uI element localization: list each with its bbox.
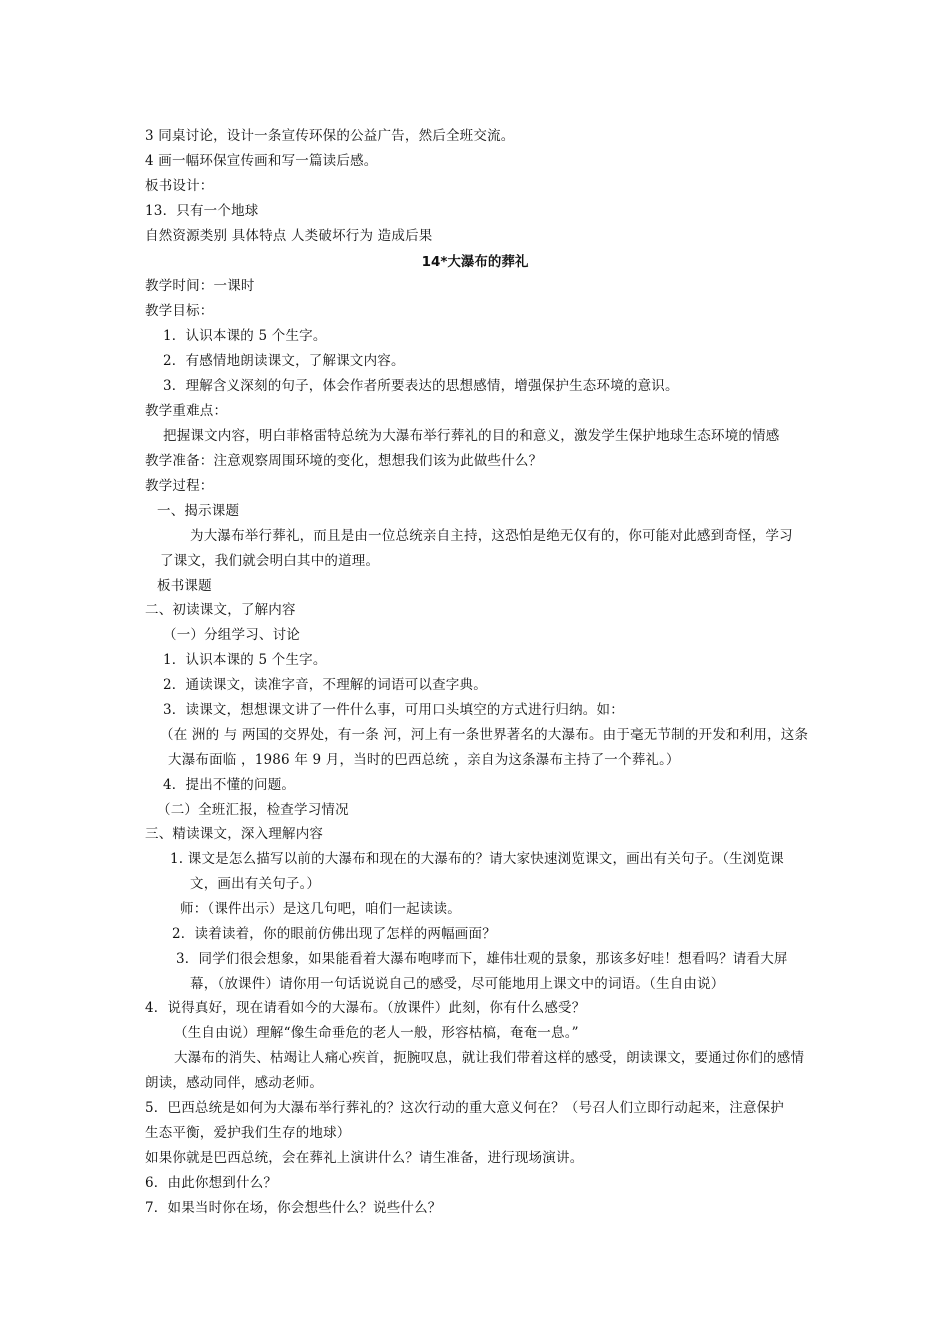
lesson-title: 14*大瀑布的葬礼 <box>421 254 529 270</box>
text-line: 幕，（放课件）请你用一句话说说自己的感受，尽可能地用上课文中的词语。（生自由说） <box>190 976 725 992</box>
text-line: 为大瀑布举行葬礼，而且是由一位总统亲自主持，这恐怕是绝无仅有的，你可能对此感到奇怪，学习 <box>190 528 793 544</box>
text-line: 6．由此你想到什么？ <box>145 1175 278 1191</box>
text-line: 大瀑布的消失、枯竭让人痛心疾首，扼腕叹息，就让我们带着这样的感受，朗读课文，要通过你们的感情 <box>174 1050 805 1066</box>
text-line: 如果你就是巴西总统，会在葬礼上演讲什么？请生准备，进行现场演讲。 <box>145 1150 584 1166</box>
text-line: （一）分组学习、讨论 <box>163 627 300 643</box>
text-line: 板书设计： <box>145 178 214 194</box>
text-line: 5．巴西总统是如何为大瀑布举行葬礼的？这次行动的重大意义何在？（号召人们立即行动起来，注意保护 <box>145 1100 784 1116</box>
text-line: 自然资源类别 具体特点 人类破坏行为 造成后果 <box>145 228 433 244</box>
text-line: 3．理解含义深刻的句子，体会作者所要表达的思想感情，增强保护生态环境的意识。 <box>163 378 679 394</box>
text-line: 教学准备：注意观察周围环境的变化，想想我们该为此做些什么？ <box>145 453 543 469</box>
text-line: 2．通读课文，读准字音，不理解的词语可以查字典。 <box>163 677 487 693</box>
text-line: 1．认识本课的 5 个生字。 <box>163 652 327 668</box>
text-line: 1．认识本课的 5 个生字。 <box>163 328 327 344</box>
text-line: 4 画一幅环保宣传画和写一篇读后感。 <box>145 153 378 169</box>
text-line: 4．说得真好，现在请看如今的大瀑布。（放课件）此刻，你有什么感受？ <box>145 1000 586 1016</box>
text-line: 教学过程： <box>145 478 214 494</box>
text-line: 把握课文内容，明白菲格雷特总统为大瀑布举行葬礼的目的和意义，激发学生保护地球生态环境的情感 <box>163 428 780 444</box>
text-line: 2．读着读着，你的眼前仿佛出现了怎样的两幅画面？ <box>172 926 496 942</box>
text-line: 1. 课文是怎么描写以前的大瀑布和现在的大瀑布的？请大家快速浏览课文，画出有关句子。（生浏览课 <box>170 851 784 867</box>
text-line: 教学目标： <box>145 303 214 319</box>
text-line: 板书课题 <box>157 578 212 594</box>
text-line: 7．如果当时你在场，你会想些什么？说些什么？ <box>145 1200 442 1216</box>
text-line: 2．有感情地朗读课文，了解课文内容。 <box>163 353 405 369</box>
text-line: （二）全班汇报，检查学习情况 <box>157 802 349 818</box>
text-line: 朗读，感动同伴，感动老师。 <box>145 1075 324 1091</box>
text-line: 4．提出不懂的问题。 <box>163 777 296 793</box>
text-line: 了课文，我们就会明白其中的道理。 <box>160 553 380 569</box>
text-line: 3．同学们很会想象，如果能看着大瀑布咆哮而下，雄伟壮观的景象，那该多好哇！想看吗？请看大屏 <box>176 951 788 967</box>
text-line: 3．读课文，想想课文讲了一件什么事，可用口头填空的方式进行归纳。如： <box>163 702 624 718</box>
text-line: 教学时间：一课时 <box>145 278 255 294</box>
text-line: 大瀑布面临 ，1986 年 9 月，当时的巴西总统 ，亲自为这条瀑布主持了一个葬礼。） <box>168 752 680 768</box>
text-line: 3 同桌讨论，设计一条宣传环保的公益广告，然后全班交流。 <box>145 128 515 144</box>
text-line: 文，画出有关句子。） <box>190 876 321 892</box>
text-line: 生态平衡，爱护我们生存的地球） <box>145 1125 351 1141</box>
text-line: 13．只有一个地球 <box>145 203 259 219</box>
text-line: （生自由说）理解“像生命垂危的老人一般，形容枯槁，奄奄一息。” <box>174 1025 579 1041</box>
text-line: 教学重难点： <box>145 403 228 419</box>
text-line: 一、揭示课题 <box>157 503 240 519</box>
text-line: 师：（课件出示）是这几句吧，咱们一起读读。 <box>180 901 461 917</box>
text-line: 三、精读课文，深入理解内容 <box>145 826 324 842</box>
text-line: 二、初读课文，了解内容 <box>145 602 296 618</box>
text-line: （在 洲的 与 两国的交界处，有一条 河，河上有一条世界著名的大瀑布。由于毫无节制的开发和利用，这条 <box>160 727 809 743</box>
